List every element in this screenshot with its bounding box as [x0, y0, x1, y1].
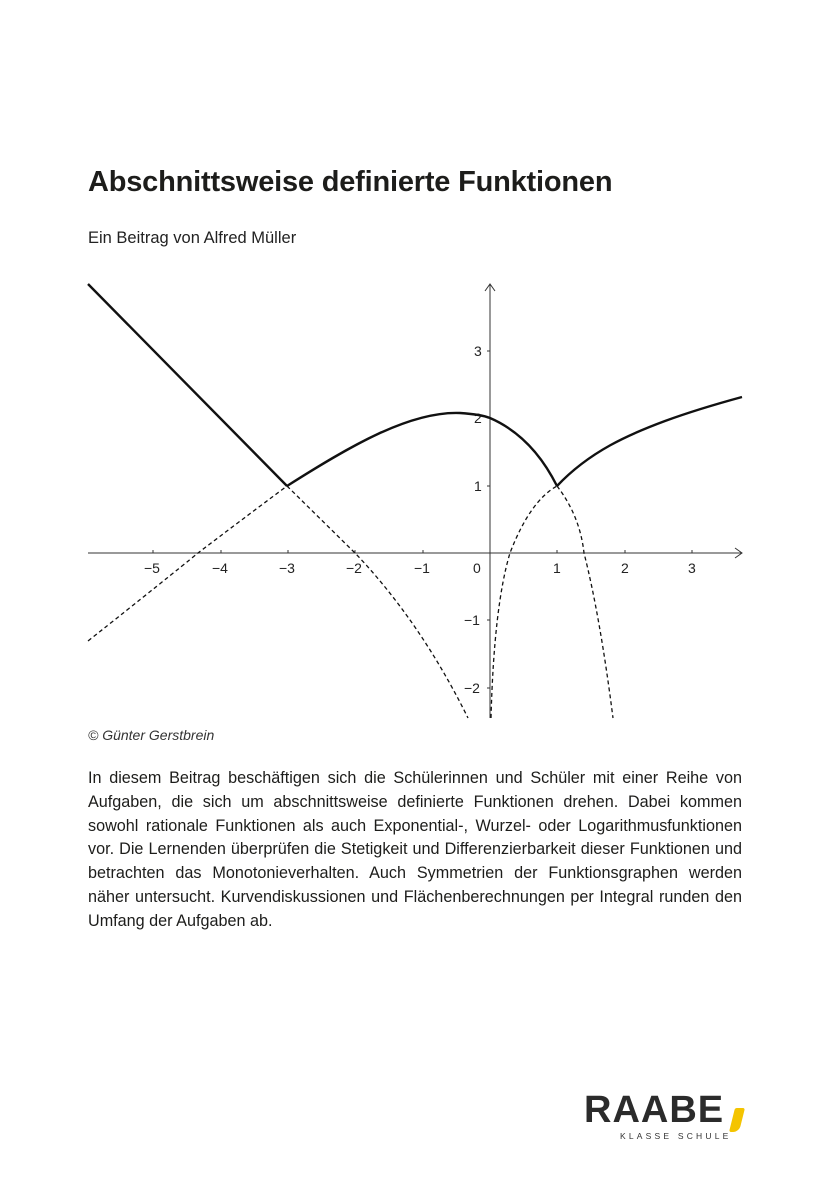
- abstract-paragraph: In diesem Beitrag beschäftigen sich die Schülerinnen und Schüler mit einer Reihe von Aufgaben, die sich um abschnittsweise definierte Funktionen drehen. Dabei kommen sowohl rationale Funktionen als auch Exponential-, Wurzel- oder Logarithmusfunktionen vor. Die Lernenden überprüfen die Stetigkeit und Differenzierbarkeit dieser Funktionen und betrachten das Monotonieverhalten. Auch Symmetrien der Funktionsgraphen werden näher untersucht. Kurvendiskussionen und Flächenberechnungen per Integral runden den Umfang der Aufgaben ab.: [88, 769, 742, 930]
- dashed-continuations: [88, 486, 613, 718]
- x-tick-label: 0: [473, 560, 481, 576]
- dashed-right-left: [491, 486, 557, 718]
- y-tick-labels: [464, 343, 482, 696]
- figure-caption: © Günter Gerstbrein: [88, 727, 215, 743]
- dashed-middle-left: [88, 486, 287, 641]
- x-tick-label: 1: [553, 560, 561, 576]
- logo-comma-icon: [729, 1108, 745, 1132]
- solid-pieces: [88, 284, 742, 486]
- axes: [88, 284, 742, 718]
- y-tick-label: 2: [474, 410, 482, 426]
- y-tick-label: −1: [464, 612, 480, 628]
- solid-piece-middle: [287, 413, 557, 486]
- y-tick-label: 3: [474, 343, 482, 359]
- x-tick-label: −2: [346, 560, 362, 576]
- solid-piece-left: [88, 284, 287, 486]
- x-tick-labels: [144, 560, 696, 576]
- dashed-line-continuation: [287, 486, 468, 718]
- x-tick-label: −3: [279, 560, 295, 576]
- x-tick-label: −5: [144, 560, 160, 576]
- function-graph: [80, 276, 750, 721]
- x-tick-label: −1: [414, 560, 430, 576]
- x-tick-label: 3: [688, 560, 696, 576]
- y-tick-label: 1: [474, 478, 482, 494]
- raabe-logo: [584, 1090, 754, 1150]
- x-tick-label: 2: [621, 560, 629, 576]
- y-tick-label: −2: [464, 680, 480, 696]
- page-title: Abschnittsweise definierte Funktionen: [88, 166, 613, 198]
- solid-piece-right: [557, 397, 742, 486]
- logo-wordmark: RAABE: [584, 1089, 725, 1131]
- logo-subtitle: KLASSE SCHULE: [620, 1131, 732, 1141]
- dashed-middle-right: [557, 486, 613, 718]
- author-byline: Ein Beitrag von Alfred Müller: [88, 229, 297, 247]
- x-tick-label: −4: [212, 560, 228, 576]
